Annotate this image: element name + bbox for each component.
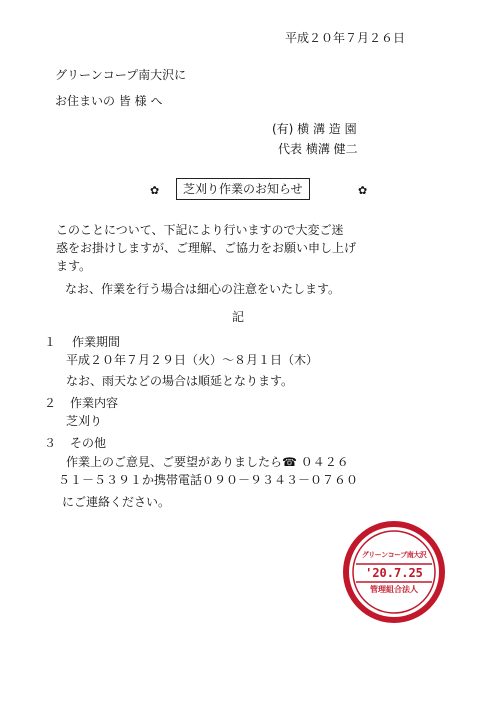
ki-heading: 記: [232, 310, 245, 324]
stamp-corporation: 管理組合法人: [370, 585, 418, 594]
item-label: その他: [70, 436, 107, 450]
item-label: 作業期間: [72, 335, 121, 349]
document-date: 平成２０年７月２６日: [285, 31, 406, 45]
item-detail: 芝刈り: [66, 414, 103, 428]
body-line-3: ます。: [56, 259, 92, 273]
flower-icon-right: ✿: [358, 184, 368, 197]
body-line-2: 惑をお掛けしますが、ご理解、ご協力をお願い申し上げ: [56, 241, 357, 255]
item-number: １: [44, 335, 57, 349]
item-detail: なお、雨天などの場合は順延となります。: [66, 374, 294, 388]
sender-company: (有) 横 溝 造 園: [272, 122, 357, 136]
item-label: 作業内容: [70, 396, 119, 410]
received-stamp: [342, 520, 446, 624]
body-line-4: なお、作業を行う場合は細心の注意をいたします。: [65, 282, 341, 296]
item-detail: 平成２０年７月２９日（火）～８月１日（木）: [66, 353, 319, 367]
item-detail: にご連絡ください。: [62, 495, 171, 509]
recipient-line-1: グリーンコープ南大沢に: [55, 68, 187, 82]
item-number: ３: [44, 436, 57, 450]
flower-icon-left: ✿: [150, 184, 160, 197]
recipient-line-2: お住まいの 皆 様 へ: [55, 94, 163, 108]
notice-title: 芝刈り作業のお知らせ: [176, 178, 310, 200]
body-line-1: このことについて、下記により行いますので大変ご迷: [56, 223, 344, 237]
item-detail: ５１－５３９１か携帯電話０９０－９３４３－０７６０: [58, 473, 359, 487]
sender-representative: 代表 横溝 健二: [278, 142, 358, 156]
stamp-organization: グリーンコープ南大沢: [361, 551, 427, 559]
item-detail: 作業上のご意見、ご要望がありましたら☎ ０４２６: [66, 455, 349, 469]
stamp-date: '20.7.25: [365, 566, 423, 580]
item-number: ２: [44, 396, 57, 410]
